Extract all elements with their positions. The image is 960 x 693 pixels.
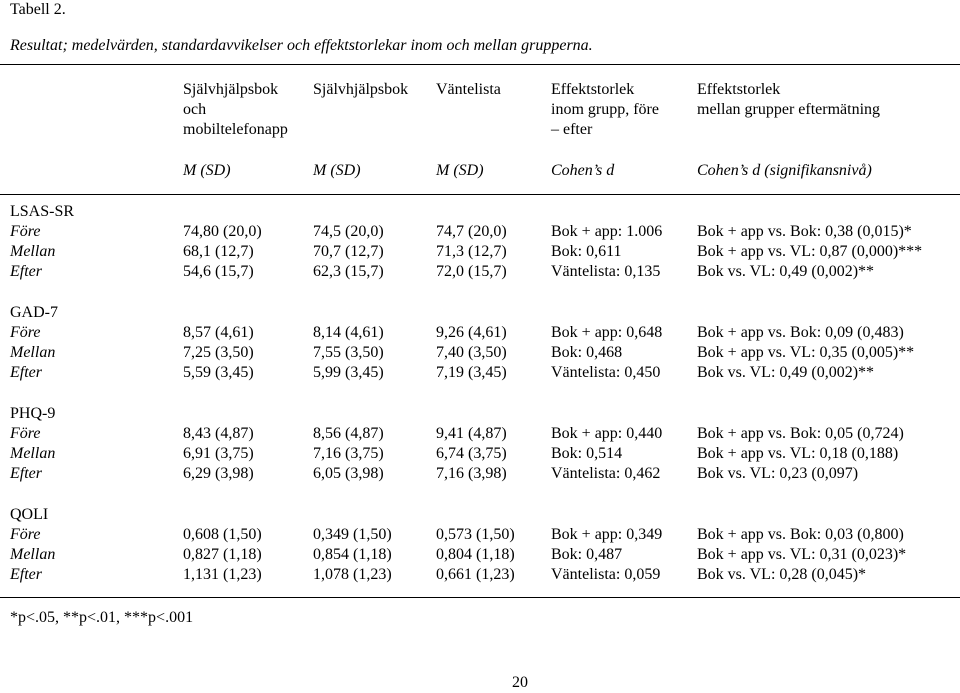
table-cell: Bok + app vs. VL: 0,35 (0,005)**	[697, 344, 915, 361]
table-cell: 5,59 (3,45)	[183, 364, 254, 381]
table-row	[0, 363, 960, 383]
table-cell: 7,19 (3,45)	[436, 364, 507, 381]
section-title: PHQ-9	[10, 405, 56, 422]
table-cell: Bok: 0,611	[551, 243, 622, 260]
table-cell: Väntelista: 0,135	[551, 263, 661, 280]
row-label: Efter	[10, 566, 42, 583]
row-label: Före	[10, 526, 41, 543]
table-cell: Väntelista: 0,462	[551, 465, 661, 482]
section-title-row	[0, 303, 960, 323]
subheader-cell: M (SD)	[436, 162, 484, 179]
table-footnote: *p<.05, **p<.01, ***p<.001	[10, 609, 194, 626]
table-cell: Bok vs. VL: 0,49 (0,002)**	[697, 364, 875, 381]
section-title-row	[0, 505, 960, 525]
column-header-line: mobiltelefonapp	[183, 121, 288, 138]
table-cell: 72,0 (15,7)	[436, 263, 507, 280]
table-row	[0, 444, 960, 464]
table-cell: Bok + app vs. VL: 0,18 (0,188)	[697, 445, 899, 462]
table-caption: Resultat; medelvärden, standardavvikelser och effektstorlekar inom och mellan grupperna.	[10, 37, 593, 54]
column-header-line: Självhjälpsbok	[183, 81, 279, 98]
bottom-rule	[0, 597, 960, 598]
table-row	[0, 424, 960, 444]
table-cell: 54,6 (15,7)	[183, 263, 254, 280]
table-cell: 7,16 (3,98)	[436, 465, 507, 482]
section-title-row	[0, 202, 960, 222]
table-cell: 5,99 (3,45)	[313, 364, 384, 381]
table-cell: 8,57 (4,61)	[183, 324, 254, 341]
table-row	[0, 323, 960, 343]
table-row	[0, 343, 960, 363]
table-cell: Bok + app: 0,440	[551, 425, 663, 442]
subheader-cell: Cohen’s d	[551, 162, 615, 179]
table-cell: 8,56 (4,87)	[313, 425, 384, 442]
column-header-line: inom grupp, före	[551, 101, 659, 118]
table-cell: Bok + app vs. Bok: 0,05 (0,724)	[697, 425, 904, 442]
row-label: Mellan	[10, 243, 56, 260]
section-title-row	[0, 404, 960, 424]
table-cell: 6,91 (3,75)	[183, 445, 254, 462]
column-header-line: mellan grupper eftermätning	[697, 101, 881, 118]
row-label: Efter	[10, 465, 42, 482]
table-cell: Bok + app: 0,349	[551, 526, 663, 543]
table-cell: 6,29 (3,98)	[183, 465, 254, 482]
row-label: Före	[10, 425, 41, 442]
table-row	[0, 262, 960, 282]
table-cell: 6,74 (3,75)	[436, 445, 507, 462]
column-header-effect-between	[697, 80, 880, 120]
column-header-line: – efter	[551, 121, 593, 138]
table-cell: 74,7 (20,0)	[436, 223, 507, 240]
column-header-vantelista	[436, 80, 501, 100]
column-header-bok-app	[183, 80, 288, 140]
table-row	[0, 242, 960, 262]
column-header-effect-within	[551, 80, 659, 140]
column-header-line: Effektstorlek	[551, 81, 635, 98]
table-cell: Bok + app vs. VL: 0,87 (0,000)***	[697, 243, 923, 260]
subheader-cell: Cohen’s d (signifikansnivå)	[697, 162, 872, 179]
table-label: Tabell 2.	[10, 1, 66, 18]
top-rule	[0, 64, 960, 65]
column-header-line: Självhjälpsbok	[313, 81, 409, 98]
table-cell: 7,25 (3,50)	[183, 344, 254, 361]
table-cell: Bok: 0,514	[551, 445, 623, 462]
table-cell: 7,16 (3,75)	[313, 445, 384, 462]
column-header-line: Effektstorlek	[697, 81, 781, 98]
table-cell: 7,40 (3,50)	[436, 344, 507, 361]
table-cell: Bok + app: 1.006	[551, 223, 663, 240]
table-row	[0, 545, 960, 565]
row-label: Mellan	[10, 445, 56, 462]
section-title: LSAS-SR	[10, 203, 75, 220]
row-label: Mellan	[10, 546, 56, 563]
table-cell: 68,1 (12,7)	[183, 243, 254, 260]
column-header-bok	[313, 80, 408, 100]
table-cell: Bok vs. VL: 0,23 (0,097)	[697, 465, 859, 482]
subheader-cell: M (SD)	[183, 162, 231, 179]
table-cell: 8,14 (4,61)	[313, 324, 384, 341]
table-cell: 7,55 (3,50)	[313, 344, 384, 361]
table-cell: 62,3 (15,7)	[313, 263, 384, 280]
table-cell: Väntelista: 0,450	[551, 364, 661, 381]
table-row	[0, 464, 960, 484]
table-cell: 1,078 (1,23)	[313, 566, 392, 583]
section-title: QOLI	[10, 506, 49, 523]
table-row	[0, 222, 960, 242]
table-cell: 0,608 (1,50)	[183, 526, 262, 543]
table-cell: 71,3 (12,7)	[436, 243, 507, 260]
table-cell: 1,131 (1,23)	[183, 566, 262, 583]
table-cell: Bok + app vs. Bok: 0,03 (0,800)	[697, 526, 904, 543]
table-cell: Bok + app vs. VL: 0,31 (0,023)*	[697, 546, 907, 563]
table-cell: 0,804 (1,18)	[436, 546, 515, 563]
subheader-cell: M (SD)	[313, 162, 361, 179]
column-header-line: Väntelista	[436, 81, 501, 98]
row-label: Mellan	[10, 344, 56, 361]
table-cell: 8,43 (4,87)	[183, 425, 254, 442]
page-number: 20	[512, 674, 528, 691]
table-cell: 0,661 (1,23)	[436, 566, 515, 583]
table-row	[0, 525, 960, 545]
table-cell: Bok: 0,487	[551, 546, 623, 563]
table-cell: Bok vs. VL: 0,49 (0,002)**	[697, 263, 875, 280]
table-cell: Bok vs. VL: 0,28 (0,045)*	[697, 566, 867, 583]
row-label: Före	[10, 223, 41, 240]
column-header-line: och	[183, 101, 207, 118]
row-label: Efter	[10, 364, 42, 381]
table-row	[0, 565, 960, 585]
table-cell: Bok + app vs. Bok: 0,09 (0,483)	[697, 324, 904, 341]
table-cell: 6,05 (3,98)	[313, 465, 384, 482]
table-cell: 0,349 (1,50)	[313, 526, 392, 543]
table-cell: Väntelista: 0,059	[551, 566, 661, 583]
table-cell: Bok: 0,468	[551, 344, 623, 361]
table-cell: Bok + app: 0,648	[551, 324, 663, 341]
table-cell: 0,854 (1,18)	[313, 546, 392, 563]
row-label: Efter	[10, 263, 42, 280]
table-cell: Bok + app vs. Bok: 0,38 (0,015)*	[697, 223, 912, 240]
table-cell: 0,827 (1,18)	[183, 546, 262, 563]
subheader-row	[0, 161, 960, 181]
table-cell: 0,573 (1,50)	[436, 526, 515, 543]
header-rule	[0, 194, 960, 195]
row-label: Före	[10, 324, 41, 341]
table-cell: 9,26 (4,61)	[436, 324, 507, 341]
table-cell: 74,5 (20,0)	[313, 223, 384, 240]
table-cell: 70,7 (12,7)	[313, 243, 384, 260]
section-title: GAD-7	[10, 304, 58, 321]
table-cell: 74,80 (20,0)	[183, 223, 262, 240]
table-cell: 9,41 (4,87)	[436, 425, 507, 442]
